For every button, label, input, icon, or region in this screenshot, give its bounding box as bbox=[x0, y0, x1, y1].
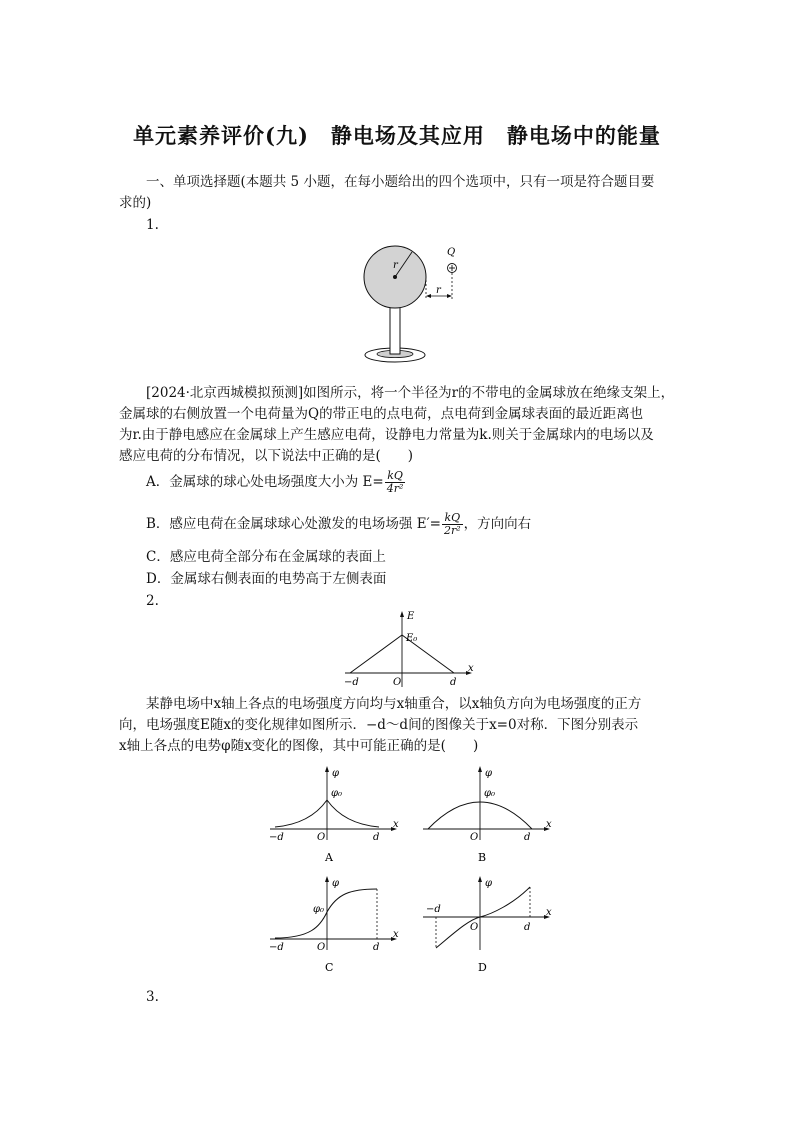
svg-text:O: O bbox=[317, 832, 326, 843]
q1-stem-line4: 感应电荷的分布情况，以下说法中正确的是( ) bbox=[119, 448, 414, 464]
svg-text:d: d bbox=[450, 677, 457, 688]
svg-text:x: x bbox=[468, 663, 474, 674]
svg-text:−d: −d bbox=[344, 677, 359, 688]
svg-text:x: x bbox=[546, 907, 552, 918]
svg-text:d: d bbox=[524, 832, 531, 843]
section-heading-line2: 求的) bbox=[119, 195, 152, 211]
svg-text:−d: −d bbox=[426, 904, 441, 915]
q2-stem-line2: 向，电场强度E随x的变化规律如图所示．−d～d间的图像关于x=0对称．下图分别表示 bbox=[119, 717, 639, 733]
svg-text:d: d bbox=[524, 922, 531, 933]
q2-choice-a-graph bbox=[265, 762, 405, 867]
section-heading-line1: 一、单项选择题(本题共 5 小题，在每小题给出的四个选项中，只有一项是符合题目要 bbox=[146, 174, 655, 190]
q1-stem-line1: [2024·北京西城模拟预测]如图所示，将一个半径为r的不带电的金属球放在绝缘支架上， bbox=[146, 385, 675, 401]
q2-number: 2. bbox=[146, 593, 159, 609]
choice-a-label: A bbox=[325, 851, 333, 864]
q1-option-c: C．感应电荷全部分布在金属球的表面上 bbox=[146, 549, 386, 565]
svg-text:φ₀: φ₀ bbox=[331, 788, 343, 799]
label-r1: r bbox=[393, 260, 398, 271]
q1-option-b-text: B．感应电荷在金属球球心处激发的电场场强 E′= bbox=[146, 516, 441, 532]
choice-c-label: C bbox=[325, 961, 334, 974]
q3-number: 3. bbox=[146, 989, 159, 1005]
page-title: 单元素养评价(九) 静电场及其应用 静电场中的能量 bbox=[133, 123, 661, 148]
svg-text:φ₀: φ₀ bbox=[313, 904, 325, 915]
q1-option-a: A．金属球的球心处电场强度大小为 E= $\frac{kQ}{\text{4r²}}$ bbox=[146, 469, 404, 495]
svg-text:−d: −d bbox=[269, 832, 284, 843]
svg-text:d: d bbox=[373, 832, 380, 843]
q2-e-field-graph bbox=[340, 605, 480, 690]
svg-text:d: d bbox=[373, 942, 380, 953]
svg-text:φ₀: φ₀ bbox=[484, 788, 496, 799]
svg-text:O: O bbox=[470, 922, 479, 933]
q2-choice-b-graph bbox=[418, 762, 558, 867]
q2-choice-d-graph bbox=[418, 872, 558, 977]
choice-b-label: B bbox=[478, 851, 487, 864]
svg-text:φ: φ bbox=[485, 768, 493, 779]
q1-stem-line2: 金属球的右侧放置一个电荷量为Q的带正电的点电荷，点电荷到金属球表面的最近距离也 bbox=[119, 406, 644, 422]
q2-stem-line3: x轴上各点的电势φ随x变化的图像，其中可能正确的是( ) bbox=[119, 738, 479, 754]
label-Q: Q bbox=[447, 247, 456, 258]
svg-text:x: x bbox=[546, 819, 552, 830]
svg-text:φ: φ bbox=[485, 878, 493, 889]
svg-text:x: x bbox=[393, 819, 399, 830]
q1-option-b: B．感应电荷在金属球球心处激发的电场场强 E′= $\frac{kQ}{\text{2r²}}$ ，方向向右 bbox=[146, 511, 532, 537]
svg-text:E: E bbox=[407, 611, 415, 622]
svg-text:O: O bbox=[470, 832, 479, 843]
q2-choice-c-graph bbox=[265, 872, 405, 977]
q2-stem-line1: 某静电场中x轴上各点的电场强度方向均与x轴重合，以x轴负方向为电场强度的正方 bbox=[146, 696, 642, 712]
svg-text:−d: −d bbox=[269, 942, 284, 953]
q1-figure bbox=[355, 240, 470, 370]
q1-stem-line3: 为r.由于静电感应在金属球上产生感应电荷，设静电力常量为k.则关于金属球内的电场以及 bbox=[119, 427, 654, 443]
q1-option-d: D．金属球右侧表面的电势高于左侧表面 bbox=[146, 571, 387, 587]
svg-text:φ: φ bbox=[332, 768, 340, 779]
svg-text:x: x bbox=[393, 929, 399, 940]
svg-text:φ: φ bbox=[332, 878, 340, 889]
q1-number: 1. bbox=[146, 217, 159, 233]
svg-text:O: O bbox=[393, 677, 402, 688]
choice-d-label: D bbox=[478, 961, 487, 974]
q1-option-a-text: A．金属球的球心处电场强度大小为 E= bbox=[146, 474, 384, 490]
label-r2: r bbox=[436, 285, 441, 296]
svg-text:E₀: E₀ bbox=[406, 633, 418, 644]
svg-text:O: O bbox=[317, 942, 326, 953]
